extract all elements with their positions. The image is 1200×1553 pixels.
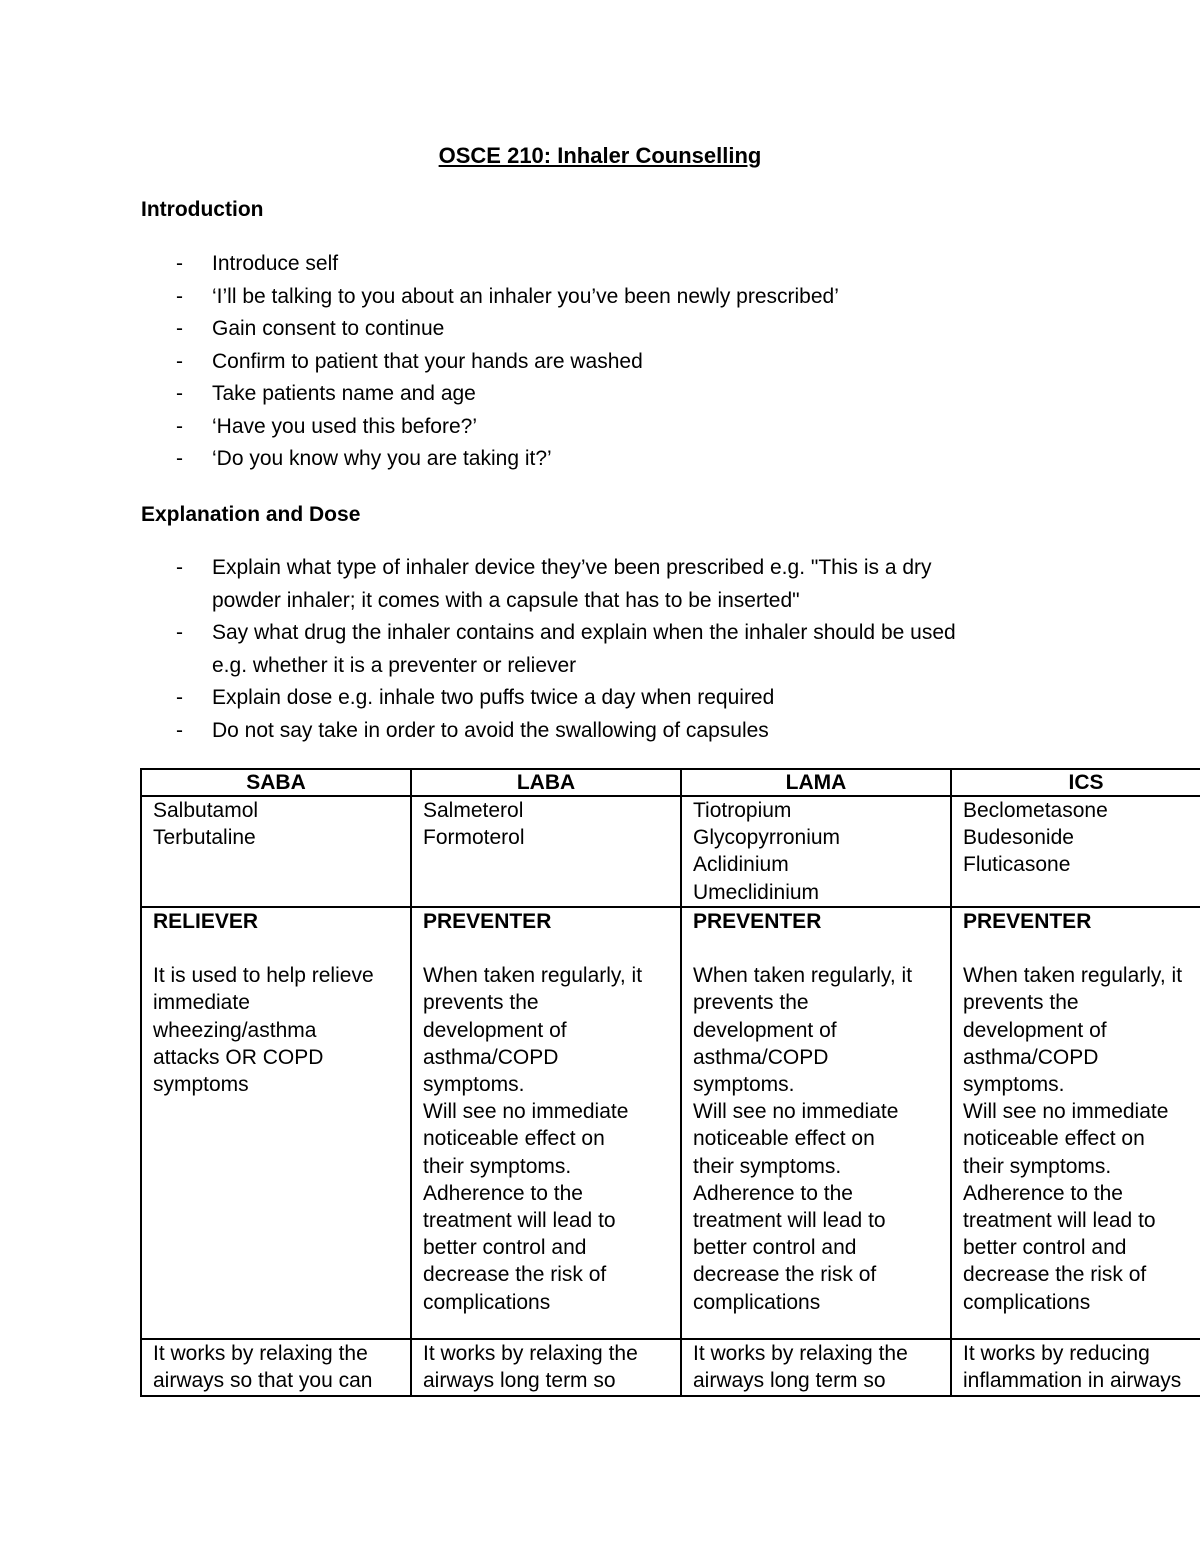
list-item: - Introduce self [176, 252, 339, 275]
column-header-laba: LABA [411, 769, 681, 796]
table-cell: Salbutamol Terbutaline [141, 796, 411, 907]
list-item: - ‘Do you know why you are taking it?’ [176, 447, 552, 470]
table-row-roles [141, 907, 1200, 1339]
inhaler-comparison-table [140, 768, 1200, 1397]
role-label: PREVENTER [423, 910, 552, 933]
table-cell: Beclometasone Budesonide Fluticasone [951, 796, 1200, 907]
list-item: - Do not say take in order to avoid the swallowing of capsules [176, 718, 769, 742]
list-item: - ‘Have you used this before?’ [176, 414, 477, 438]
column-header-lama: LAMA [681, 769, 951, 796]
table-cell: It works by relaxing the airways so that you can [141, 1339, 411, 1396]
table-row-drugs [141, 796, 1200, 907]
table-cell: RELIEVER It is used to help relieve immediate wheezing/asthma attacks OR COPD symptoms [141, 907, 411, 1339]
list-item: - Explain dose e.g. inhale two puffs twice a day when required [176, 686, 775, 709]
table-header-row [141, 769, 1200, 796]
table-cell: It works by relaxing the airways long term so [411, 1339, 681, 1396]
introduction-heading: Introduction [141, 198, 264, 221]
column-header-ics: ICS [951, 769, 1200, 796]
list-item: - Say what drug the inhaler contains and explain when the inhaler should be used e.g. whether it is a preventer or reliever [176, 621, 956, 677]
list-item: - ‘I’ll be talking to you about an inhaler you’ve been newly prescribed’ [176, 284, 839, 308]
role-label: PREVENTER [963, 910, 1092, 933]
role-label: PREVENTER [693, 910, 822, 933]
list-item: - Confirm to patient that your hands are washed [176, 349, 643, 373]
explanation-heading: Explanation and Dose [141, 503, 361, 526]
table-cell: Salmeterol Formoterol [411, 796, 681, 907]
list-item: - Explain what type of inhaler device they’ve been prescribed e.g. "This is a dry powder inhaler; it comes with a capsule that has to be inserted" [176, 556, 932, 612]
column-header-saba: SABA [141, 769, 411, 796]
explanation-list [141, 552, 1141, 747]
table-cell: It works by relaxing the airways long term so [681, 1339, 951, 1396]
table-row-mechanism [141, 1339, 1200, 1396]
document-title: OSCE 210: Inhaler Counselling [438, 143, 762, 168]
table-cell: PREVENTER When taken regularly, it prevents the development of asthma/COPD symptoms. Will see no immediate noticeable effect on their symptoms. Adherence to the treatment will lead to better control and decrease the risk of complications [681, 907, 951, 1339]
table-cell: It works by reducing inflammation in airways [951, 1339, 1200, 1396]
table-cell: Tiotropium Glycopyrronium Aclidinium Umeclidinium [681, 796, 951, 907]
role-label: RELIEVER [153, 910, 259, 933]
table-cell: PREVENTER When taken regularly, it prevents the development of asthma/COPD symptoms. Will see no immediate noticeable effect on their symptoms. Adherence to the treatment will lead to better control and decrease the risk of complications [951, 907, 1200, 1339]
introduction-list [141, 248, 1141, 476]
list-item: - Gain consent to continue [176, 317, 445, 340]
list-item: - Take patients name and age [176, 382, 476, 405]
table-cell: PREVENTER When taken regularly, it prevents the development of asthma/COPD symptoms. Will see no immediate noticeable effect on their symptoms. Adherence to the treatment will lead to better control and decrease the risk of complications [411, 907, 681, 1339]
